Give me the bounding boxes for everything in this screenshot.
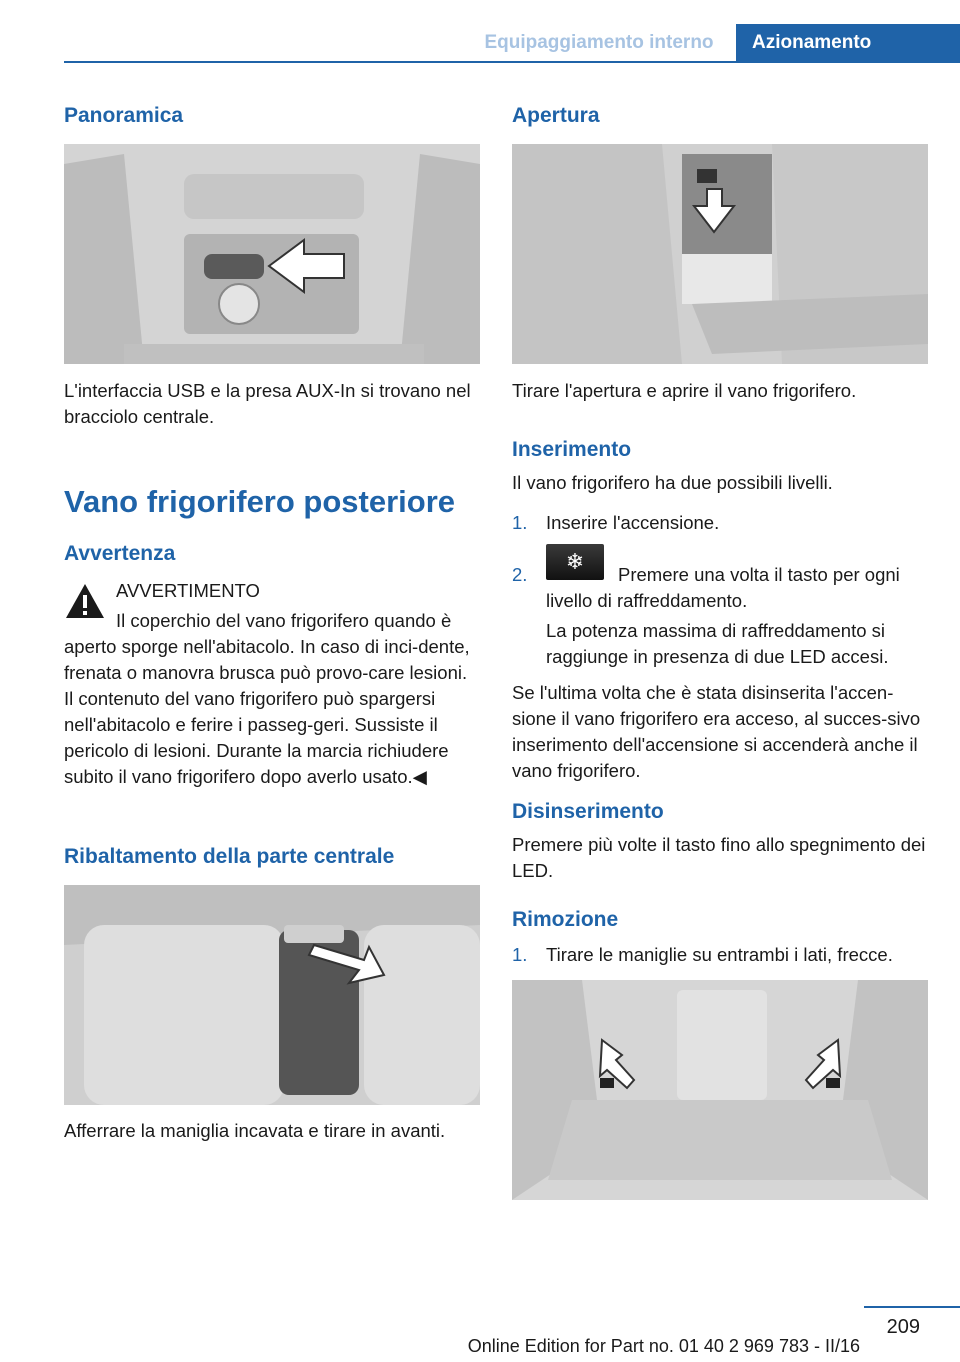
step-2-extra: La potenza massima di raffreddamento si raggiunge in presenza di due LED accesi. [546, 620, 889, 667]
fridge-opening-photo [512, 144, 928, 364]
armrest-usb-photo [64, 144, 480, 364]
ribaltamento-text: Afferrare la maniglia incavata e tirare in avanti. [64, 1120, 446, 1141]
rimozione-heading: Rimozione [512, 908, 619, 931]
avvertenza-heading: Avvertenza [64, 542, 176, 565]
header-rule [64, 61, 960, 63]
warning-label: AVVERTIMENTO [116, 580, 260, 601]
warning-text-first-line: Il coperchio del vano frigorifero quando è [116, 610, 452, 631]
step-2-number: 2. [512, 564, 528, 585]
footer-rule [864, 1306, 960, 1308]
panoramica-text: L'interfaccia USB e la presa AUX-In si trovano nel bracciolo centrale. [64, 380, 471, 427]
page-number: 209 [886, 1316, 920, 1338]
rimozione-step-1-number: 1. [512, 944, 528, 965]
apertura-text: Tirare l'apertura e aprire il vano frigorifero. [512, 380, 857, 401]
disinserimento-text: Premere più volte il tasto fino allo spegnimento dei LED. [512, 834, 926, 881]
trunk-handles-photo [512, 980, 928, 1200]
disinserimento-heading: Disinserimento [512, 800, 664, 823]
panoramica-heading: Panoramica [64, 104, 184, 127]
ribaltamento-heading: Ribaltamento della parte centrale [64, 845, 395, 868]
inserimento-text: Il vano frigorifero ha due possibili livelli. [512, 472, 833, 493]
main-title: Vano frigorifero posteriore [64, 484, 456, 519]
footer-edition: Online Edition for Part no. 01 40 2 969 783 - II/16 [467, 1336, 860, 1356]
warning-text: aperto sporge nell'abitacolo. In caso di inci-dente, frenata o manovra brusca può provo-care lesioni. Il contenuto del vano frigorifero può spargersi nell'abitacolo e ferire i passeg-geri. Sussiste il pericolo di lesioni. Durante la marcia richiudere subito il vano frigorifero dopo averlo usato.◀ [64, 636, 470, 787]
step-1-text: Inserire l'accensione. [546, 512, 720, 533]
step-1-number: 1. [512, 512, 528, 533]
snowflake-button-icon: ❄ [546, 544, 604, 580]
header-section: Equipaggiamento interno [484, 32, 714, 53]
warning-triangle-icon [64, 582, 106, 620]
inserimento-paragraph: Se l'ultima volta che è stata disinserita l'accen-sione il vano frigorifero era acceso, al succes-sivo inserimento dell'accensione si accenderà anche il vano frigorifero. [512, 682, 921, 781]
step-2-text: Premere una volta il tasto per ogni livello di raffreddamento. [546, 564, 900, 611]
rimozione-step-1-text: Tirare le maniglie su entrambi i lati, frecce. [546, 944, 893, 965]
header-chapter: Azionamento [736, 24, 960, 61]
inserimento-heading: Inserimento [512, 438, 632, 461]
rear-seat-photo [64, 885, 480, 1105]
apertura-heading: Apertura [512, 104, 600, 127]
